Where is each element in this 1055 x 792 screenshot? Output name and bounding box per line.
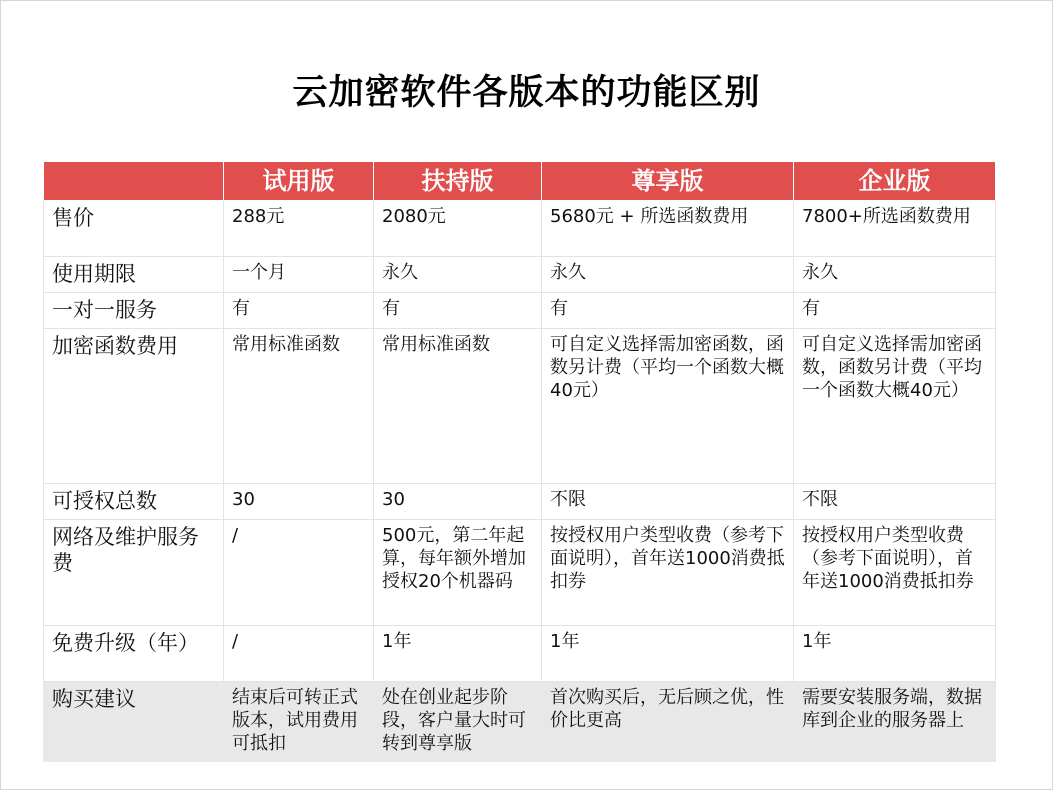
feature-comparison-table	[43, 161, 996, 762]
row-label: 可授权总数	[44, 484, 224, 520]
table-cell: 可自定义选择需加密函数，函数另计费（平均一个函数大概40元）	[794, 329, 996, 484]
table-cell: 2080元	[374, 201, 542, 257]
table-cell: 永久	[542, 257, 794, 293]
table-cell: 不限	[794, 484, 996, 520]
table-cell: 1年	[794, 626, 996, 682]
row-label: 加密函数费用	[44, 329, 224, 484]
table-cell: 有	[794, 293, 996, 329]
table-cell: 1年	[374, 626, 542, 682]
header-trial: 试用版	[224, 162, 374, 201]
row-label: 免费升级（年）	[44, 626, 224, 682]
row-label: 使用期限	[44, 257, 224, 293]
table-cell: 需要安装服务端，数据库到企业的服务器上	[794, 682, 996, 762]
table-cell: 永久	[374, 257, 542, 293]
row-label: 网络及维护服务费	[44, 520, 224, 626]
table-cell: 按授权用户类型收费（参考下面说明），首年送1000消费抵扣券	[794, 520, 996, 626]
table-row	[44, 682, 996, 762]
table-cell: 结束后可转正式版本，试用费用可抵扣	[224, 682, 374, 762]
table-cell: 有	[374, 293, 542, 329]
table-row	[44, 520, 996, 626]
header-corner	[44, 162, 224, 201]
table-cell: 288元	[224, 201, 374, 257]
row-label: 购买建议	[44, 682, 224, 762]
table-cell: /	[224, 520, 374, 626]
table-cell: 永久	[794, 257, 996, 293]
table-cell: 7800+所选函数费用	[794, 201, 996, 257]
table-header-row	[44, 162, 996, 201]
table-row	[44, 626, 996, 682]
header-enterprise: 企业版	[794, 162, 996, 201]
row-label: 一对一服务	[44, 293, 224, 329]
table-cell: 30	[224, 484, 374, 520]
header-premium: 尊享版	[542, 162, 794, 201]
table-row	[44, 201, 996, 257]
table-cell: 5680元 + 所选函数费用	[542, 201, 794, 257]
table-cell: 1年	[542, 626, 794, 682]
table-cell: 30	[374, 484, 542, 520]
row-label: 售价	[44, 201, 224, 257]
table-row	[44, 293, 996, 329]
table-row	[44, 484, 996, 520]
table-cell: 按授权用户类型收费（参考下面说明），首年送1000消费抵扣券	[542, 520, 794, 626]
table-cell: 可自定义选择需加密函数，函数另计费（平均一个函数大概40元）	[542, 329, 794, 484]
table-cell: /	[224, 626, 374, 682]
page-title: 云加密软件各版本的功能区别	[292, 73, 761, 113]
table-cell: 500元，第二年起算，每年额外增加授权20个机器码	[374, 520, 542, 626]
table-cell: 处在创业起步阶段，客户量大时可转到尊享版	[374, 682, 542, 762]
table-cell: 有	[224, 293, 374, 329]
table-cell: 不限	[542, 484, 794, 520]
table-cell: 首次购买后，无后顾之优，性价比更高	[542, 682, 794, 762]
table-cell: 常用标准函数	[224, 329, 374, 484]
header-support: 扶持版	[374, 162, 542, 201]
table-row	[44, 257, 996, 293]
table-cell: 一个月	[224, 257, 374, 293]
table-cell: 有	[542, 293, 794, 329]
table-cell: 常用标准函数	[374, 329, 542, 484]
table-row	[44, 329, 996, 484]
